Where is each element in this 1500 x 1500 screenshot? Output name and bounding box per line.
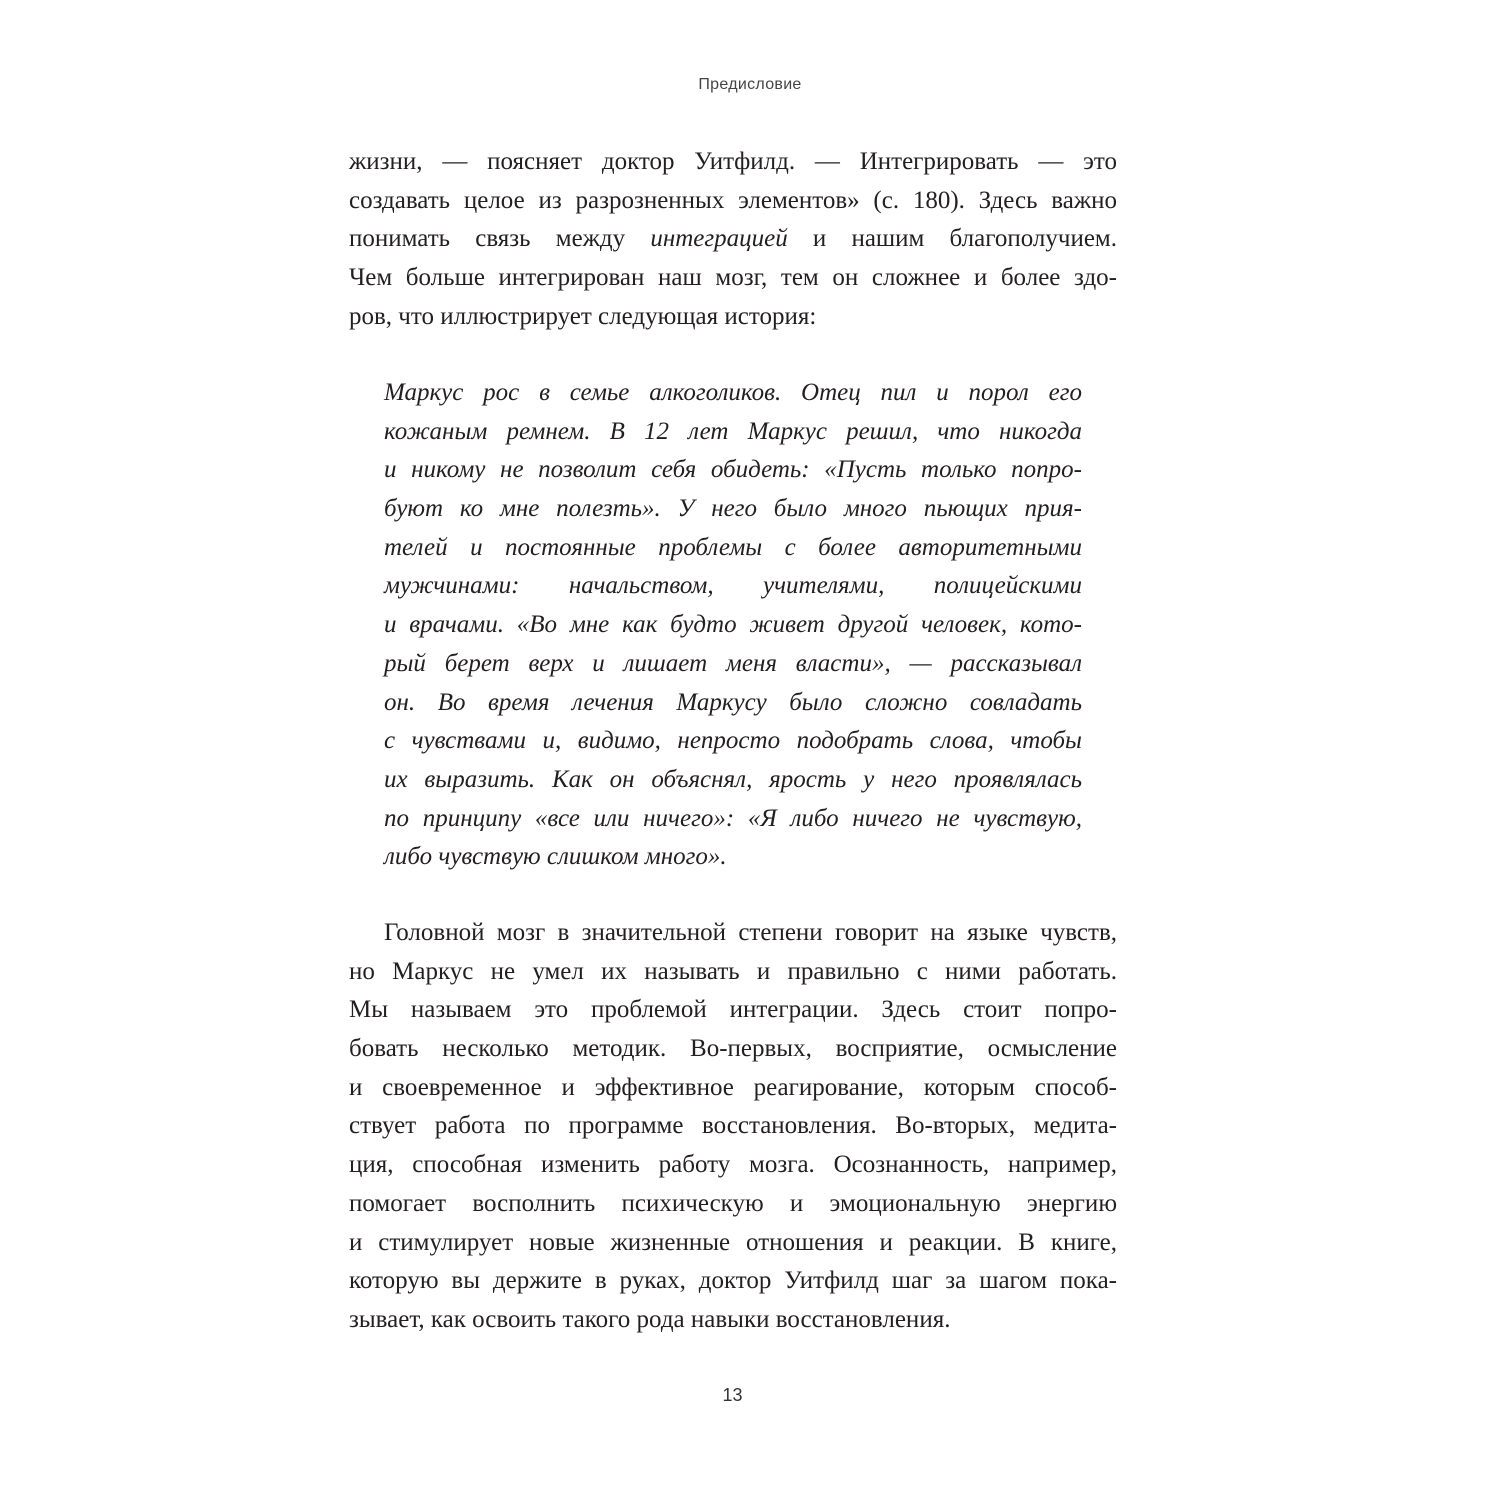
emphasized-term: интеграцией: [650, 225, 788, 253]
text-line: ров, что иллюстрирует следующая история:: [349, 302, 817, 330]
text-fragment: и нашим благополучием.: [787, 225, 1117, 253]
text-line: которую вы держите в руках, доктор Уитфилд шаг за шагом пока-: [349, 1267, 1117, 1295]
text-line: телей и постоянные проблемы с более авторитетными: [384, 533, 1082, 561]
page-number: 13: [722, 1385, 743, 1405]
text-line: Мы называем это проблемой интеграции. Здесь стоит попро-: [349, 996, 1117, 1024]
text-line: и никому не позволит себя обидеть: «Пусть только попро-: [384, 456, 1082, 484]
text-line: зывает, как освоить такого рода навыки восстановления.: [349, 1305, 951, 1333]
text-line: с чувствами и, видимо, непросто подобрать слова, чтобы: [384, 727, 1082, 755]
text-fragment: понимать связь между: [349, 225, 651, 253]
text-line: либо чувствую слишком много».: [384, 843, 727, 871]
text-line: ствует работа по программе восстановления. Во-вторых, медита-: [349, 1112, 1117, 1140]
running-head: Предисловие: [698, 76, 802, 93]
text-line: он. Во время лечения Маркусу было сложно совладать: [384, 688, 1082, 716]
text-line: рый берет верх и лишает меня власти», — рассказывал: [384, 649, 1082, 677]
intro-paragraph: [349, 143, 1117, 336]
text-line: жизни, — поясняет доктор Уитфилд. — Интегрировать — это: [349, 148, 1117, 175]
text-line: мужчинами: начальством, учителями, полицейскими: [384, 572, 1082, 600]
text-line: Головной мозг в значительной степени говорит на языке чувств,: [384, 919, 1117, 946]
text-line: и стимулирует новые жизненные отношения и реакции. В книге,: [349, 1228, 1117, 1256]
text-line: и своевременное и эффективное реагирование, которым способ-: [349, 1073, 1117, 1101]
text-line: ция, способная изменить работу мозга. Осознанность, например,: [349, 1151, 1117, 1179]
text-line: и врачами. «Во мне как будто живет другой человек, кото-: [384, 611, 1082, 639]
text-line: бовать несколько методик. Во-первых, восприятие, осмысление: [349, 1035, 1117, 1063]
text-line: кожаным ремнем. В 12 лет Маркус решил, что никогда: [384, 417, 1082, 445]
text-line: [349, 220, 1117, 259]
text-line: помогает восполнить психическую и эмоциональную энергию: [349, 1189, 1117, 1217]
text-line: их выразить. Как он объяснял, ярость у него проявлялась: [384, 765, 1082, 793]
text-line: буют ко мне полезть». У него было много пьющих прия-: [384, 495, 1082, 523]
text-line: создавать целое из разрозненных элементов» (с. 180). Здесь важно: [349, 186, 1117, 214]
text-line: но Маркус не умел их называть и правильно с ними работать.: [349, 957, 1117, 985]
text-line: Маркус рос в семье алкоголиков. Отец пил и порол его: [384, 379, 1082, 406]
text-line: Чем больше интегрирован наш мозг, тем он сложнее и более здо-: [349, 264, 1117, 292]
text-line: по принципу «все или ничего»: «Я либо ничего не чувствую,: [384, 804, 1082, 832]
story-quote-block: [384, 374, 1082, 877]
closing-paragraph: [349, 914, 1117, 1340]
